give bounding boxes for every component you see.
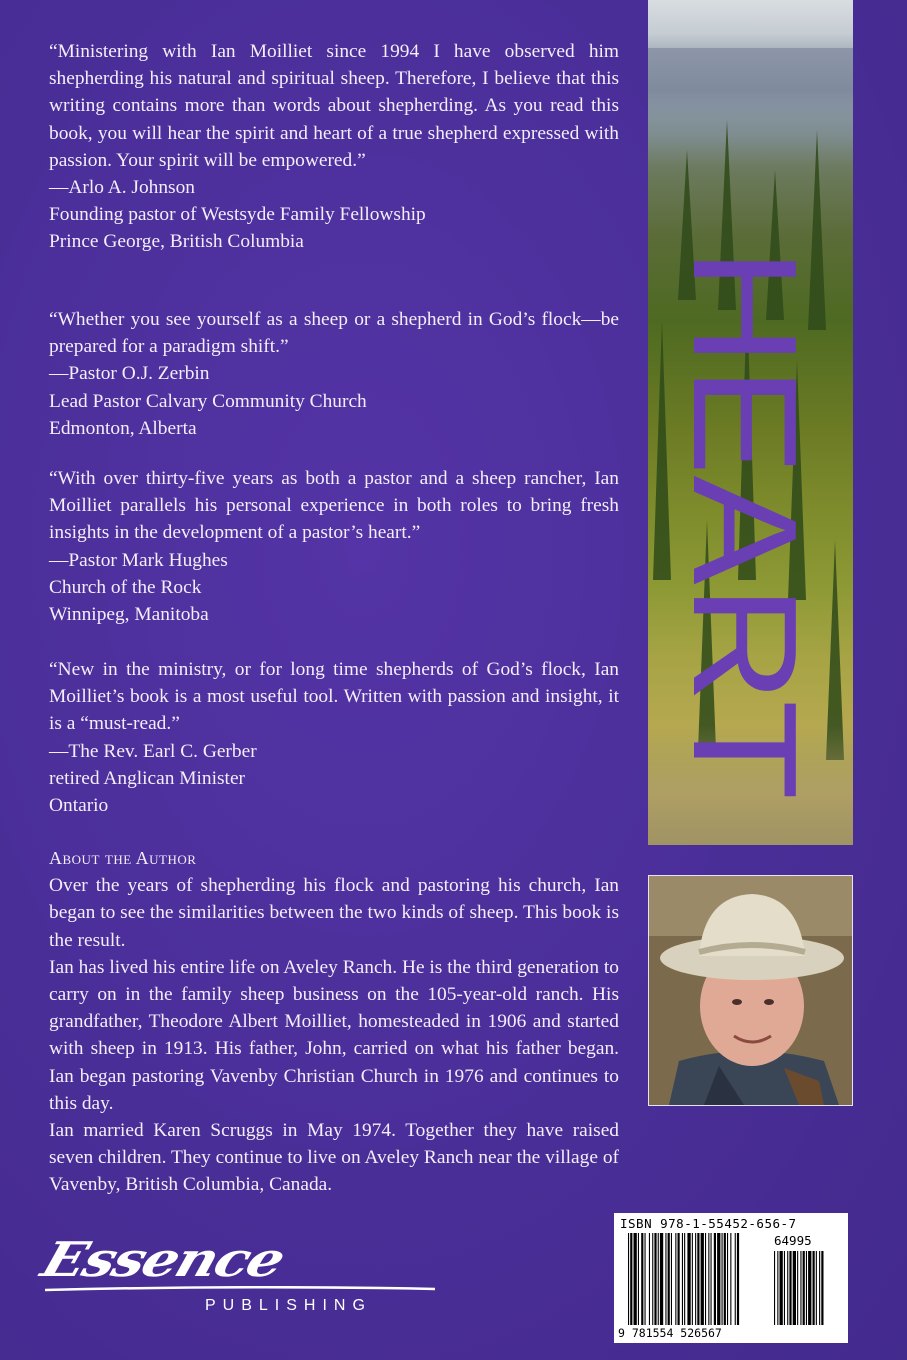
barcode-bar xyxy=(711,1233,712,1325)
endorsement-name: —The Rev. Earl C. Gerber xyxy=(49,740,257,762)
barcode-bar xyxy=(808,1251,811,1325)
barcode-bar xyxy=(641,1233,643,1325)
endorsement xyxy=(49,656,619,819)
barcode-bar xyxy=(678,1233,680,1325)
endorsement-quote: “New in the ministry, or for long time shepherds of God’s flock, Ian Moilliet’s book is a most useful tool. Written with passion and insight, it is a “must-read.” xyxy=(49,659,619,735)
mountain-silhouette xyxy=(648,48,853,118)
barcode-bar xyxy=(774,1251,775,1325)
endorsement-name: —Pastor O.J. Zerbin xyxy=(49,363,210,385)
barcode-bar xyxy=(695,1233,696,1325)
about-the-author xyxy=(49,845,619,1199)
barcode-bar xyxy=(701,1233,704,1325)
barcode-bar xyxy=(784,1251,785,1325)
barcode-bar xyxy=(803,1251,805,1325)
barcode-bar xyxy=(813,1251,815,1325)
publisher-wordmark: Essence xyxy=(34,1232,291,1289)
barcode-bar xyxy=(654,1233,656,1325)
barcode-bars xyxy=(614,1213,848,1343)
about-paragraph: Ian married Karen Scruggs in May 1974. Together they have raised seven children. They continue to live on Aveley Ranch near the village of Vavenby, British Columbia, Canada. xyxy=(49,1120,619,1196)
endorsement-place: Ontario xyxy=(49,795,109,817)
endorsement-quote: “Whether you see yourself as a sheep or a shepherd in God’s flock—be prepared for a paradigm shift.” xyxy=(49,309,619,358)
barcode-bar xyxy=(660,1233,663,1325)
endorsement xyxy=(49,465,619,628)
endorsement-name: —Pastor Mark Hughes xyxy=(49,549,228,571)
barcode-bar xyxy=(735,1233,736,1325)
barcode-bar xyxy=(793,1251,796,1325)
endorsement-name: —Arlo A. Johnson xyxy=(49,177,195,199)
barcode-bar xyxy=(687,1233,690,1325)
barcode-bar xyxy=(658,1233,659,1325)
barcode-bar xyxy=(675,1233,676,1325)
endorsement-place: Prince George, British Columbia xyxy=(49,231,304,253)
spine-title xyxy=(662,248,831,808)
price-code: 64995 xyxy=(774,1233,812,1248)
isbn-barcode xyxy=(614,1213,848,1343)
barcode-bar xyxy=(665,1233,666,1325)
barcode-digits: 9 781554 526567 xyxy=(618,1326,722,1340)
barcode-bar xyxy=(816,1251,817,1325)
barcode-bar xyxy=(649,1233,650,1325)
barcode-bar xyxy=(724,1233,726,1325)
endorsement-role: Church of the Rock xyxy=(49,576,202,598)
barcode-bar xyxy=(708,1233,709,1325)
barcode-bar xyxy=(652,1233,653,1325)
barcode-bar xyxy=(727,1233,728,1325)
barcode-bar xyxy=(722,1233,723,1325)
endorsement-role: Lead Pastor Calvary Community Church xyxy=(49,390,367,412)
endorsement xyxy=(49,306,619,442)
endorsement-place: Edmonton, Alberta xyxy=(49,417,197,439)
barcode-bar xyxy=(692,1233,693,1325)
isbn-text: ISBN 978-1-55452-656-7 xyxy=(620,1216,797,1231)
endorsement-role: retired Anglican Minister xyxy=(49,767,246,789)
barcode-bar xyxy=(821,1251,823,1325)
barcode-bar xyxy=(780,1251,783,1325)
barcode-bar xyxy=(684,1233,685,1325)
barcode-bar xyxy=(819,1251,820,1325)
barcode-bar xyxy=(645,1233,646,1325)
publisher-logo xyxy=(34,1232,445,1320)
about-paragraph: Ian has lived his entire life on Aveley Ranch. He is the third generation to carry on in the family sheep business on the 105-year-old ranch. His grandfather, Theodore Albert Moilliet, homesteaded in 1906 and started with sheep in 1913. His father, John, carried on what his father began. Ian began pastoring Vavenby Christian Church in 1976 and continues to this day. xyxy=(49,956,619,1114)
swash-underline-icon xyxy=(45,1286,435,1292)
barcode-bar xyxy=(800,1251,801,1325)
author-portrait-icon xyxy=(649,876,852,1105)
endorsement xyxy=(49,38,619,256)
barcode-bar xyxy=(634,1233,637,1325)
barcode-bar xyxy=(806,1251,807,1325)
about-heading: About the Author xyxy=(49,848,197,868)
spine-title-text: HEART xyxy=(662,248,827,747)
barcode-bar xyxy=(630,1233,632,1325)
barcode-bar xyxy=(638,1233,639,1325)
barcode-bar xyxy=(628,1233,629,1325)
barcode-bar xyxy=(787,1251,788,1325)
barcode-bar xyxy=(671,1233,672,1325)
barcode-bar xyxy=(705,1233,706,1325)
barcode-bar xyxy=(730,1233,731,1325)
barcode-bar xyxy=(797,1251,798,1325)
barcode-bar xyxy=(777,1251,778,1325)
endorsement-quote: “Ministering with Ian Moilliet since 1994 I have observed him shepherding his natural and spiritual sheep. Therefore, I believe that this writing contains more than words about shepherding. As you read this book, you will hear the spirit and heart of a true shepherd expressed with passion. Your spirit will be empowered.” xyxy=(49,41,619,171)
endorsement-quote: “With over thirty-five years as both a pastor and a sheep rancher, Ian Moilliet parallels his personal experience in both roles to bring fresh insights in the development of a pastor’s heart.” xyxy=(49,468,619,544)
author-photo xyxy=(648,875,853,1106)
barcode-bar xyxy=(668,1233,670,1325)
barcode-bar xyxy=(717,1233,720,1325)
barcode-bar xyxy=(682,1233,683,1325)
barcode-bar xyxy=(789,1251,791,1325)
barcode-bar xyxy=(714,1233,716,1325)
barcode-bar xyxy=(697,1233,699,1325)
about-paragraph: Over the years of shepherding his flock and pastoring his church, Ian began to see the similarities between the two kinds of sheep. This book is the result. xyxy=(49,875,619,951)
barcode-bar xyxy=(737,1233,739,1325)
publisher-subtitle: PUBLISHING xyxy=(205,1297,372,1314)
endorsement-place: Winnipeg, Manitoba xyxy=(49,604,209,626)
endorsement-role: Founding pastor of Westsyde Family Fellowship xyxy=(49,204,426,226)
